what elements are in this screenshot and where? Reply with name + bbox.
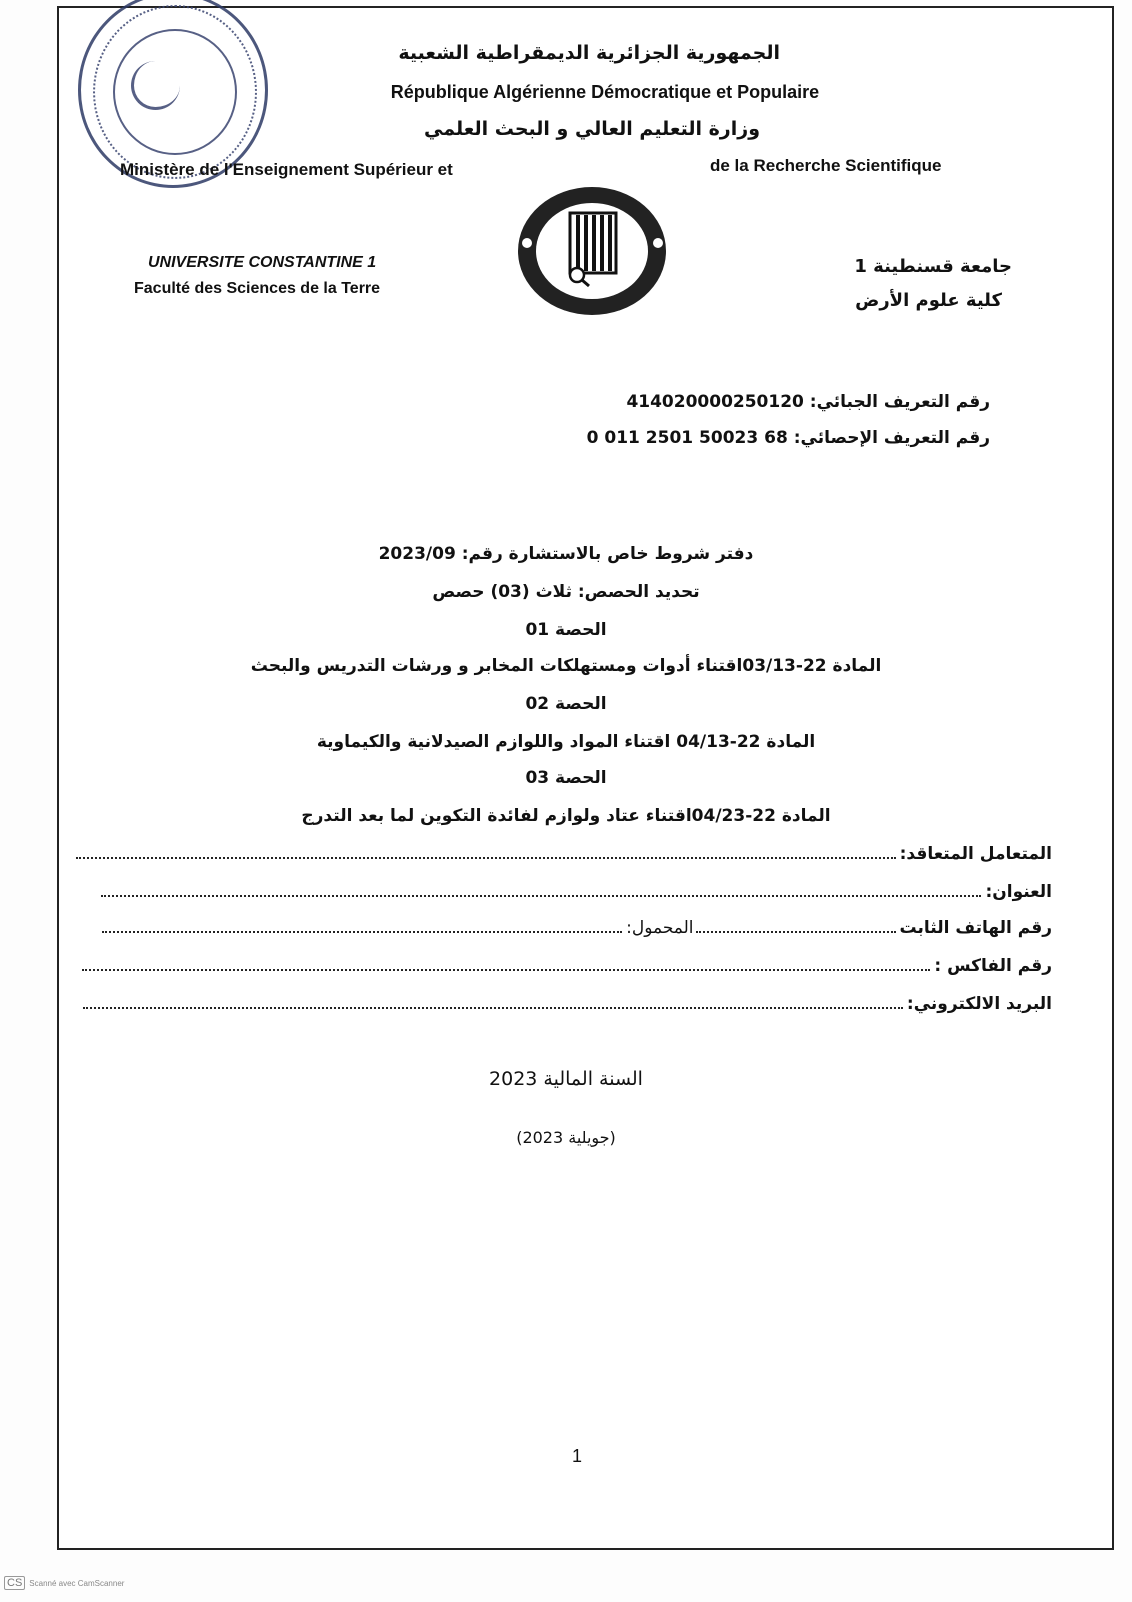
mobile-label: المحمول: [626,918,694,938]
republic-fr: République Algérienne Démocratique et Populaire [390,82,820,102]
lot-description: المادة 22-03/13اقتناء أدوات ومستهلكات المخابر و ورشات التدريس والبحث [250,656,882,676]
camscanner-logo: CS [4,1576,25,1590]
lot-heading: الحصة 03 [525,768,607,788]
consultation-title: دفتر شروط خاص بالاستشارة رقم: 2023/09 [378,544,754,564]
contractor-label: المتعامل المتعاقد: [899,844,1052,864]
seal-crescent-icon [131,61,180,110]
address-field[interactable] [101,882,1052,902]
ministry-fr-left: Ministère de l'Enseignement Supérieur et [120,160,453,179]
address-label: العنوان: [985,882,1052,902]
logo-right-dot [653,238,663,248]
faculty-ar: كلية علوم الأرض [855,290,1002,311]
logo-left-dot [522,238,532,248]
landline-blank[interactable] [696,931,896,933]
phone-field[interactable] [102,918,1052,938]
email-label: البريد الالكتروني: [906,994,1052,1014]
lot-description: المادة 22-04/13 اقتناء المواد واللوازم الصيدلانية والكيماوية [316,732,816,752]
landline-label: رقم الهاتف الثابت [899,918,1052,938]
university-logo [515,183,670,319]
ministry-ar: وزارة التعليم العالي و البحث العلمي [424,118,760,140]
lot-heading: الحصة 02 [525,694,607,714]
fiscal-year: السنة المالية 2023 [489,1068,643,1090]
lot-description: المادة 22-04/23اقتناء عتاد ولوازم لفائدة التكوين لما بعد التدرج [301,806,831,826]
university-fr: UNIVERSITE CONSTANTINE 1 [148,254,377,271]
lot-heading: الحصة 01 [525,620,607,640]
fax-field[interactable] [82,956,1052,976]
fax-blank[interactable] [82,969,930,971]
page-number: 1 [572,1446,583,1466]
document-date: (جويلية 2023) [516,1128,616,1147]
email-blank[interactable] [83,1007,903,1009]
tax-id: رقم التعريف الجبائي: 414020000250120 [626,392,990,412]
magnifier-icon [570,268,584,282]
camscanner-text: Scanné avec CamScanner [29,1578,125,1588]
contractor-field[interactable] [76,844,1052,864]
ministry-fr-right: de la Recherche Scientifique [710,156,942,175]
university-ar: جامعة قسنطينة 1 [854,256,1012,277]
fax-label: رقم الفاكس : [934,956,1052,976]
camscanner-watermark [4,1576,124,1590]
email-field[interactable] [83,994,1052,1014]
faculty-fr: Faculté des Sciences de la Terre [134,280,381,297]
lots-count: تحديد الحصص: ثلاث (03) حصص [432,582,700,602]
mobile-blank[interactable] [102,931,622,933]
contractor-blank[interactable] [76,857,896,859]
address-blank[interactable] [101,895,981,897]
republic-ar: الجمهورية الجزائرية الديمقراطية الشعبية [398,42,780,64]
stat-id: رقم التعريف الإحصائي: 68 50023 2501 011 0 [586,428,990,448]
